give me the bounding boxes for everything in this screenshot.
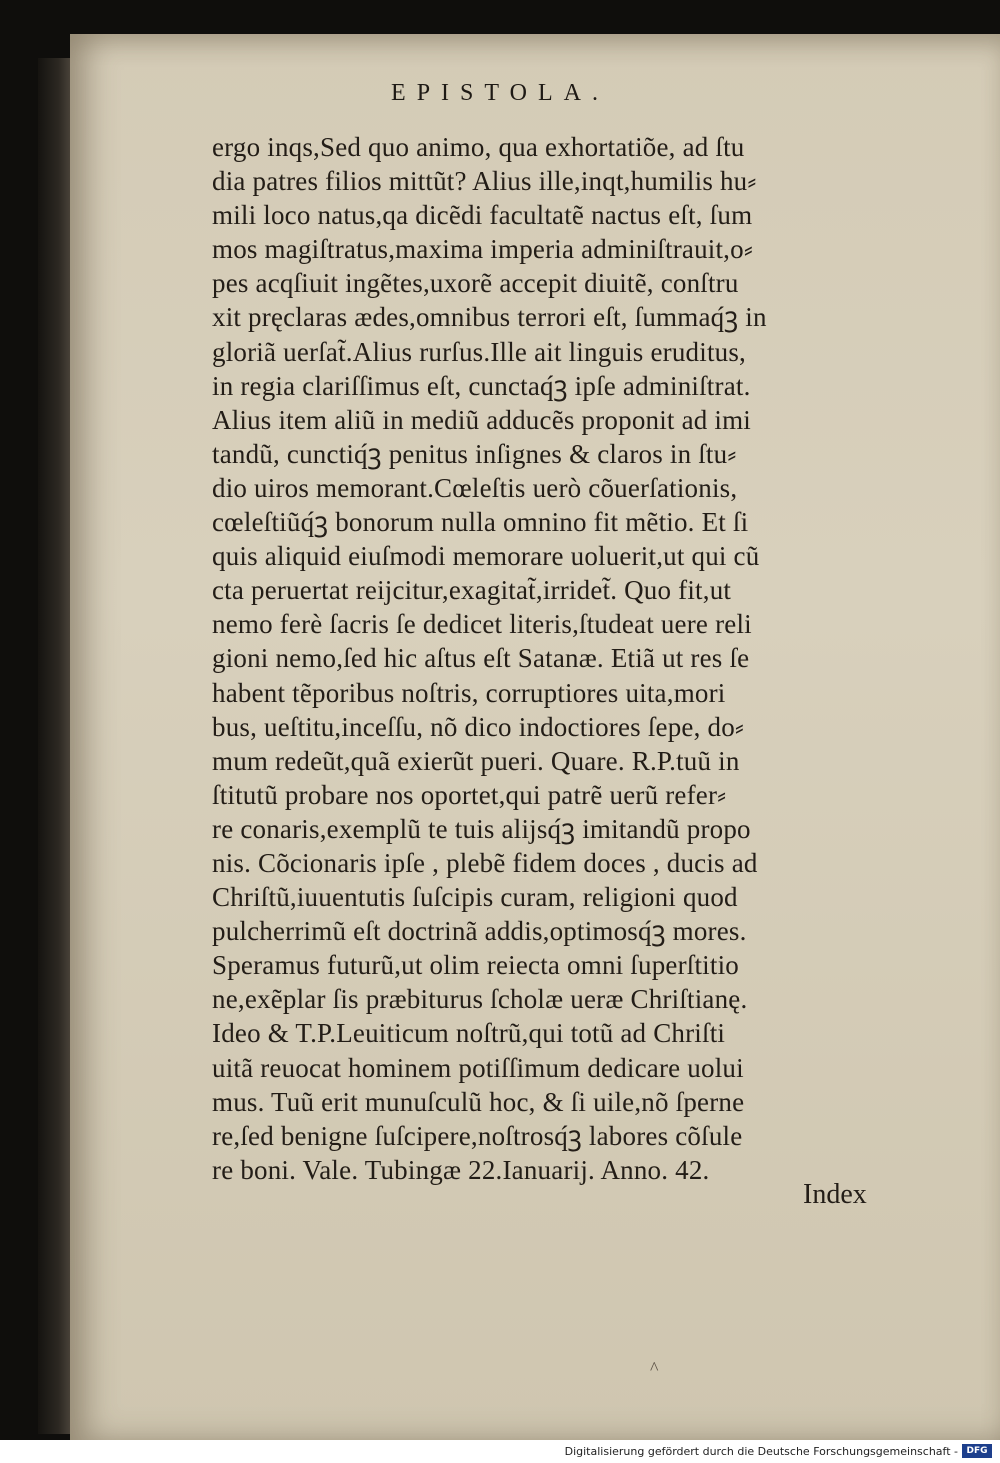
text-line: ergo inqs,Sed quo animo, qua exhortatiõe, ad ſtu [212,132,745,162]
text-line: bus, ueſtitu,inceſſu, nõ dico indoctiores ſepe, do⸗ [212,711,745,742]
text-block [212,130,892,1187]
text-line: Ideo & T.P.Leuiticum noſtrũ,qui totũ ad Chriſti [212,1018,726,1049]
text-line: dia patres filios mittũt? Alius ille,inqt,humilis hu⸗ [212,166,757,197]
book-page [70,34,1000,1440]
text-line: uitã reuocat hominem potiſſimum dedicare uolui [212,1052,744,1083]
dfg-logo-icon[interactable]: DFG [962,1444,992,1458]
text-line: gioni nemo,ſed hic aſtus eſt Satanæ. Etiã ut res ſe [212,643,750,674]
text-line: quis aliquid eiuſmodi memorare uoluerit,ut qui cũ [212,541,760,572]
text-line: dio uiros memorant.Cœleſtis uerò cõuerſationis, [212,472,738,503]
catchword: Index [803,1179,867,1210]
text-line: pulcherrimũ eſt doctrinã addis,optimosq́ꝫ mores. [212,916,747,947]
text-line: mus. Tuũ erit munuſculũ hoc, & ſi uile,nõ ſperne [212,1086,745,1117]
text-line: Alius item aliũ in mediũ adducẽs proponit ad imi [212,404,752,435]
text-line: ne,exẽplar ſis præbiturus ſcholæ ueræ Chriſtianę. [212,984,748,1015]
text-line: re,ſed benigne ſuſcipere,noſtrosq́ꝫ labores cõſule [212,1120,743,1151]
running-head-text: EPISTOLA. [391,80,609,106]
text-line: xit pręclaras ædes,omnibus terrori eſt, ſummaq́ꝫ in [212,302,767,333]
book-edge-shadow [38,58,72,1434]
text-line: Speramus futurũ,ut olim reiecta omni ſuperſtitio [212,950,739,981]
text-line: nis. Cõcionaris ipſe , plebẽ fidem doces , ducis ad [212,847,758,878]
text-line: re conaris,exemplũ te tuis alijsq́ꝫ imitandũ propo [212,813,751,844]
text-line: gloriã uerſat̃.Alius rurſus.Ille ait linguis eruditus, [212,336,747,367]
text-line: mos magiſtratus,maxima imperia adminiſtrauit,o⸗ [212,234,754,265]
text-line: nemo ferè ſacris ſe dedicet literis,ſtudeat uere reli [212,609,752,640]
text-line: mum redeũt,quã exierũt pueri. Quare. R.P.tuũ in [212,745,740,776]
text-line: cœleſtiũq́ꝫ bonorum nulla omnino fit mẽtio. Et ſi [212,507,749,538]
text-line: habent tẽporibus noſtris, corruptiores uita,mori [212,677,726,708]
text-line: tandũ, cunctiq́ꝫ penitus inſignes & claros in ſtu⸗ [212,438,737,469]
footer-bar [0,1440,1000,1463]
text-line: ſtitutũ probare nos oportet,qui patrẽ uerũ refer⸗ [212,779,727,810]
text-line: pes acqſiuit ingẽtes,uxorẽ accepit diuitẽ, conſtru [212,268,739,299]
text-line: cta peruertat reijcitur,exagitat̃,irridet̃. Quo fit,ut [212,575,732,606]
running-head [70,80,870,107]
text-line: mili loco natus,qa dicẽdi facultatẽ nactus eſt, ſum [212,200,753,231]
bottom-mark: ^ [650,1358,659,1378]
text-line: re boni. Vale. Tubingæ 22.Ianuarij. Anno. 42. [212,1154,710,1185]
text-line: Chriſtũ,iuuentutis ſuſcipis curam, religioni quod [212,882,738,913]
footer-credit: Digitalisierung gefördert durch die Deutsche Forschungsgemeinschaft - [564,1445,958,1458]
text-line: in regia clariſſimus eſt, cunctaq́ꝫ ipſe adminiſtrat. [212,370,751,401]
